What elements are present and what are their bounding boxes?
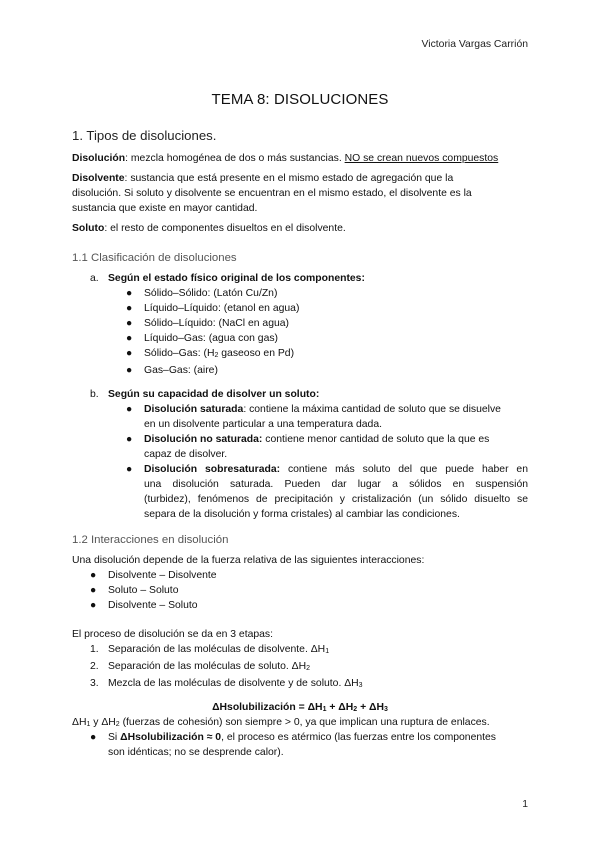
bullet-icon: ● (126, 288, 133, 299)
list-item-text: : contiene la máxima cantidad de soluto que se disuelve (243, 404, 501, 415)
bullet-icon: ● (126, 365, 133, 376)
term-no-saturada: Disolución no saturada: (144, 434, 263, 445)
list-item (90, 598, 528, 613)
interactions-list (90, 568, 528, 613)
term-soluto: Soluto (72, 223, 105, 234)
bullet-icon: ● (90, 585, 97, 596)
list-item (126, 402, 528, 432)
list-item-text: Soluto – Soluto (108, 585, 179, 596)
list-item-text: gaseoso en Pd) (218, 348, 295, 359)
list-item (90, 642, 528, 659)
classification-a-title: Según el estado físico original de los componentes: (108, 273, 365, 284)
definition-text: disolución. Si soluto y disolvente se encuentran en el mismo estado, el disolvente es la (72, 188, 472, 199)
list-item-text: , el proceso es atérmico (las fuerzas entre los componentes (221, 732, 496, 743)
list-item-text: Líquido–Gas: (agua con gas) (144, 333, 279, 344)
paragraph-text: (fuerzas de cohesión) son siempre > 0, ya que implican una ruptura de enlaces. (119, 717, 490, 728)
definition-text: : el resto de componentes disueltos en el disolvente. (104, 223, 346, 234)
list-marker: a. (90, 273, 99, 284)
list-item-text: Sólido–Líquido: (NaCl en agua) (144, 318, 289, 329)
list-item-text: Si (108, 732, 121, 743)
interactions-intro: Una disolución depende de la fuerza relativa de las siguientes interacciones: (72, 555, 425, 566)
definition-text: : mezcla homogénea de dos o más sustancias. (125, 153, 342, 164)
term-saturada: Disolución saturada (144, 404, 244, 415)
list-item (126, 346, 528, 363)
list-item-text: contiene más soluto del que puede haber en (280, 464, 528, 475)
page-title: TEMA 8: DISOLUCIONES (211, 91, 389, 108)
subscript: 2 (306, 665, 311, 672)
term-disolvente: Disolvente (72, 173, 125, 184)
subscript: 2 (353, 706, 358, 713)
definition-disolvente (72, 171, 528, 216)
list-number: 1. (90, 644, 99, 655)
subscript: 2 (115, 721, 120, 728)
subscript: 1 (86, 721, 91, 728)
list-item-text: Líquido–Líquido: (etanol en agua) (144, 303, 300, 314)
stages-intro: El proceso de disolución se da en 3 etapas: (72, 629, 274, 640)
list-item-text: contiene menor cantidad de soluto que la que es (262, 434, 490, 445)
paragraph-text: ΔH (72, 717, 87, 728)
list-item-text: son idénticas; no se desprende calor). (108, 747, 284, 758)
list-number: 2. (90, 661, 99, 672)
list-item (126, 432, 528, 462)
list-item (126, 331, 528, 346)
subscript: 3 (384, 706, 388, 713)
section-1-heading: 1. Tipos de disoluciones. (72, 128, 217, 143)
subscript: 1 (325, 648, 330, 655)
list-number: 3. (90, 678, 99, 689)
bullet-icon: ● (126, 464, 133, 475)
list-item-text: Separación de las moléculas de soluto. ΔH (108, 661, 307, 672)
section-1-1-heading: 1.1 Clasificación de disoluciones (72, 252, 237, 264)
list-item (126, 363, 528, 378)
atermic-note (90, 730, 528, 760)
list-item (90, 659, 528, 676)
bold-formula: ΔHsolubilización ≈ 0 (120, 732, 222, 743)
bullet-icon: ● (126, 404, 133, 415)
bullet-icon: ● (90, 732, 97, 743)
list-item-text: en un disolvente particular a una temperatura dada. (144, 419, 382, 430)
list-item-text: Separación de las moléculas de disolvente. ΔH (108, 644, 326, 655)
paragraph-text: y ΔH (90, 717, 116, 728)
bullet-icon: ● (126, 318, 133, 329)
definition-disolucion (72, 151, 528, 166)
list-item (90, 676, 528, 693)
list-item-text: Mezcla de las moléculas de disolvente y de soluto. ΔH (108, 678, 359, 689)
subscript: 1 (322, 706, 327, 713)
list-item (126, 462, 528, 522)
term-disolucion: Disolución (72, 153, 126, 164)
list-item (90, 583, 528, 598)
list-item (90, 730, 528, 760)
bullet-icon: ● (90, 600, 97, 611)
section-1-2-heading: 1.2 Interacciones en disolución (72, 534, 229, 546)
list-item-text: Disolvente – Disolvente (108, 570, 217, 581)
formula-text: ΔHsolubilización = ΔH (212, 702, 323, 713)
list-item (90, 568, 528, 583)
bullet-icon: ● (126, 434, 133, 445)
definition-text: sustancia que existe en mayor cantidad. (72, 203, 258, 214)
list-item-text: Disolvente – Soluto (108, 600, 198, 611)
bullet-icon: ● (126, 333, 133, 344)
classification-b (90, 387, 528, 402)
page-number: 1 (522, 799, 528, 810)
list-item (126, 316, 528, 331)
capacity-list (126, 402, 528, 522)
list-marker: b. (90, 389, 99, 400)
subscript: 2 (214, 352, 219, 359)
subscript: 3 (358, 682, 363, 689)
definition-text: : sustancia que está presente en el mismo estado de agregación que la (124, 173, 454, 184)
list-item-text: Gas–Gas: (aire) (144, 365, 218, 376)
list-item (126, 286, 528, 301)
list-item-text: una disolución saturada. Pueden dar lugar a sólidos en suspensión (144, 479, 528, 490)
stages-list (90, 642, 528, 693)
bullet-icon: ● (90, 570, 97, 581)
classification-b-title: Según su capacidad de disolver un soluto: (108, 389, 320, 400)
header-author: Victoria Vargas Carrión (421, 39, 528, 50)
term-sobresaturada: Disolución sobresaturada: (144, 464, 281, 475)
list-item-text: Sólido–Sólido: (Latón Cu/Zn) (144, 288, 278, 299)
list-item (126, 301, 528, 316)
bullet-icon: ● (126, 303, 133, 314)
list-item-text: (turbidez), fenómenos de precipitación y cristalización (un sólido disuelto se (144, 494, 528, 505)
states-list (126, 286, 528, 378)
list-item-text: capaz de disolver. (144, 449, 228, 460)
list-item-text: separa de la disolución y forma cristales) al cambiar las condiciones. (144, 509, 460, 520)
bullet-icon: ● (126, 348, 133, 359)
list-item-text: Sólido–Gas: (H (144, 348, 215, 359)
formula-text: + ΔH (357, 702, 385, 713)
underlined-note: NO se crean nuevos compuestos (344, 153, 499, 164)
classification-a (90, 271, 528, 286)
formula-text: + ΔH (326, 702, 354, 713)
definition-soluto (72, 221, 528, 236)
